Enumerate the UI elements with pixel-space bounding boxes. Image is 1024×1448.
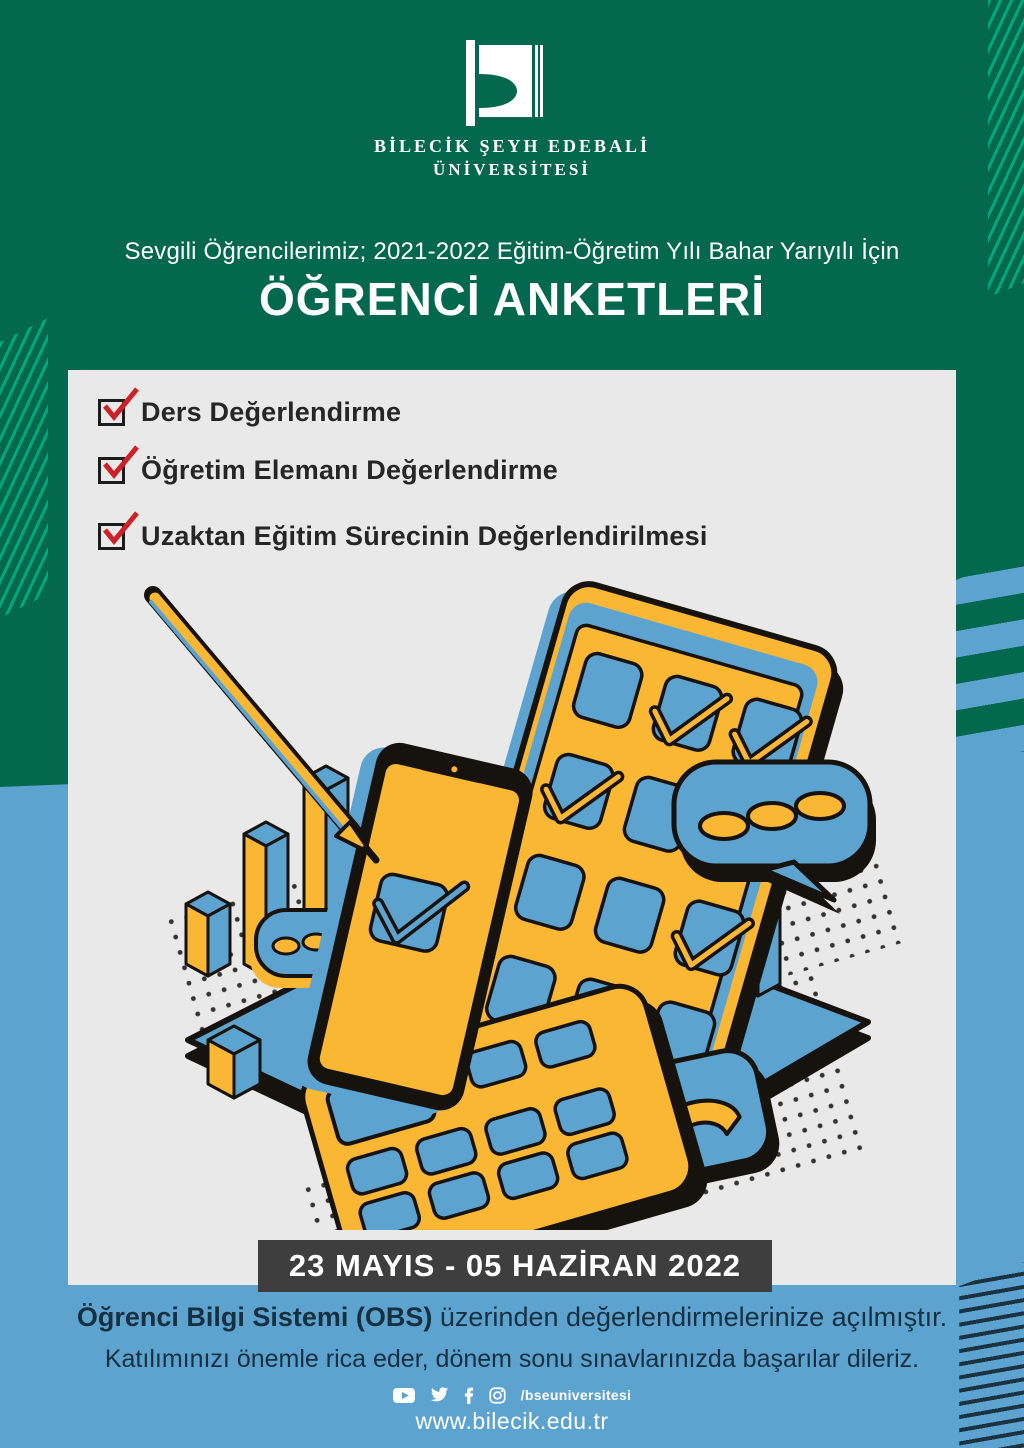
stylus-illustration <box>151 595 376 860</box>
stripes-mid-right <box>956 552 1024 752</box>
checklist-item-label: Öğretim Elemanı Değerlendirme <box>141 454 558 485</box>
checklist-item-label: Uzaktan Eğitim Sürecinin Değerlendirilmesi <box>141 520 708 551</box>
university-brand <box>0 38 1024 180</box>
social-handle: /bseuniversitesi <box>520 1387 632 1403</box>
checklist-item <box>98 394 708 430</box>
date-banner: 23 MAYIS - 05 HAZİRAN 2022 <box>258 1240 772 1292</box>
announcement-line1 <box>0 1302 1024 1333</box>
survey-illustration <box>68 570 956 1230</box>
announcement <box>0 1302 1024 1374</box>
poster-subtitle: Sevgili Öğrencilerimiz; 2021-2022 Eğitim-Öğretim Yılı Bahar Yarıyılı İçin <box>124 238 900 265</box>
website-url: www.bilecik.edu.tr <box>415 1408 609 1434</box>
checkbox-checked-icon <box>98 457 125 484</box>
content-panel <box>68 370 956 1285</box>
obs-label: Öğrenci Bilgi Sistemi (OBS) <box>76 1302 433 1332</box>
checkbox-checked-icon <box>98 523 125 550</box>
university-logo-icon <box>451 38 573 128</box>
checkbox-checked-icon <box>98 399 125 426</box>
announcement-line2: Katılımınızı önemle rica eder, dönem sonu sınavlarınızda başarılar dileriz. <box>104 1345 920 1373</box>
stripes-left <box>0 318 48 618</box>
instagram-icon <box>489 1387 506 1404</box>
facebook-icon <box>464 1386 474 1404</box>
poster-title: ÖĞRENCİ ANKETLERİ <box>259 273 765 325</box>
university-name-line1: BİLECİK ŞEYH EDEBALİ <box>373 136 651 156</box>
checklist-item <box>98 452 708 488</box>
university-name-line2: ÜNİVERSİTESİ <box>433 160 591 179</box>
survey-checklist <box>98 394 708 576</box>
social-row <box>0 1386 1024 1404</box>
twitter-icon <box>430 1387 449 1403</box>
youtube-icon <box>393 1388 415 1403</box>
announcement-line1-rest: üzerinden değerlendirmelerinize açılmıştır. <box>432 1302 948 1332</box>
checklist-item-label: Ders Değerlendirme <box>141 396 402 427</box>
checklist-item <box>98 518 708 554</box>
